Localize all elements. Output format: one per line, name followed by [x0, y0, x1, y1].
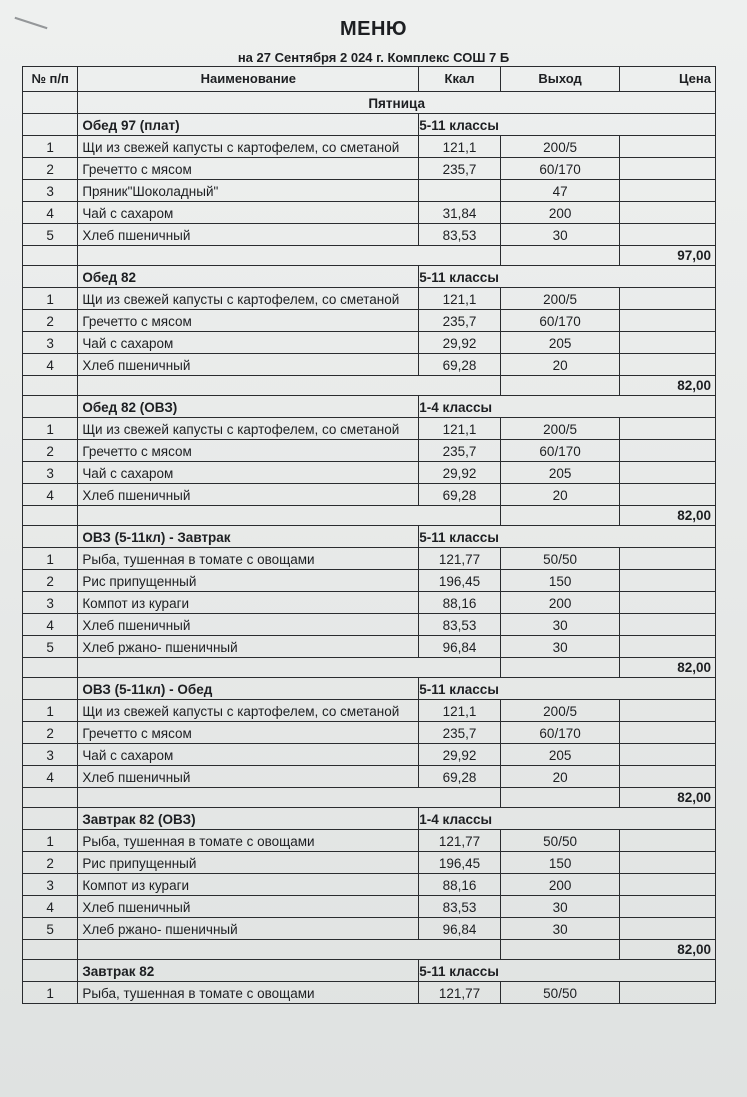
item-name: Компот из кураги	[78, 592, 419, 614]
item-output: 30	[500, 636, 620, 658]
group-classes: 1-4 классы	[419, 396, 716, 418]
item-name: Хлеб ржано- пшеничный	[78, 918, 419, 940]
item-name: Хлеб пшеничный	[78, 896, 419, 918]
item-price	[620, 982, 716, 1004]
item-kcal: 83,53	[419, 614, 500, 636]
table-row	[23, 418, 716, 440]
item-output: 60/170	[500, 722, 620, 744]
col-header-kcal: Ккал	[419, 67, 500, 92]
item-number: 4	[23, 614, 78, 636]
item-price	[620, 440, 716, 462]
table-row	[23, 766, 716, 788]
group-header-row	[23, 526, 716, 548]
table-header-row	[23, 67, 716, 92]
group-title: Завтрак 82 (ОВЗ)	[78, 808, 419, 830]
group-title: Обед 97 (плат)	[78, 114, 419, 136]
table-row	[23, 592, 716, 614]
day-row	[23, 92, 716, 114]
page-subtitle: на 27 Сентября 2 024 г. Комплекс СОШ 7 Б	[237, 50, 510, 65]
item-output: 205	[500, 462, 620, 484]
item-kcal: 69,28	[419, 354, 500, 376]
group-classes: 5-11 классы	[419, 266, 716, 288]
item-number: 1	[23, 418, 78, 440]
item-name: Гречетто с мясом	[78, 310, 419, 332]
item-number: 3	[23, 592, 78, 614]
group-title: ОВЗ (5-11кл) - Завтрак	[78, 526, 419, 548]
item-name: Чай с сахаром	[78, 332, 419, 354]
item-name: Компот из кураги	[78, 874, 419, 896]
item-kcal: 29,92	[419, 462, 500, 484]
group-title: Обед 82	[78, 266, 419, 288]
table-row	[23, 440, 716, 462]
group-header-row	[23, 266, 716, 288]
group-total-row	[23, 940, 716, 960]
item-kcal: 83,53	[419, 896, 500, 918]
item-number: 2	[23, 570, 78, 592]
item-price	[620, 852, 716, 874]
item-number: 1	[23, 982, 78, 1004]
item-name: Рыба, тушенная в томате с овощами	[78, 982, 419, 1004]
item-number: 2	[23, 310, 78, 332]
item-name: Рыба, тушенная в томате с овощами	[78, 830, 419, 852]
table-row	[23, 874, 716, 896]
group-header-row	[23, 808, 716, 830]
item-number: 3	[23, 874, 78, 896]
item-name: Хлеб пшеничный	[78, 224, 419, 246]
item-output: 60/170	[500, 440, 620, 462]
item-name: Рис припущенный	[78, 852, 419, 874]
item-kcal: 235,7	[419, 158, 500, 180]
item-price	[620, 830, 716, 852]
item-output: 47	[500, 180, 620, 202]
col-header-name: Наименование	[78, 67, 419, 92]
col-header-output: Выход	[500, 67, 620, 92]
item-number: 5	[23, 224, 78, 246]
table-row	[23, 288, 716, 310]
item-kcal: 88,16	[419, 874, 500, 896]
item-name: Чай с сахаром	[78, 202, 419, 224]
item-output: 20	[500, 484, 620, 506]
page-title: МЕНЮ	[339, 18, 408, 40]
item-name: Гречетто с мясом	[78, 440, 419, 462]
group-total-row	[23, 376, 716, 396]
item-name: Хлеб пшеничный	[78, 614, 419, 636]
col-header-price: Цена	[620, 67, 716, 92]
item-kcal: 196,45	[419, 570, 500, 592]
item-output: 200	[500, 592, 620, 614]
item-name: Гречетто с мясом	[78, 722, 419, 744]
item-price	[620, 874, 716, 896]
item-number: 2	[23, 852, 78, 874]
group-total-row	[23, 788, 716, 808]
item-kcal: 235,7	[419, 440, 500, 462]
item-kcal: 31,84	[419, 202, 500, 224]
table-row	[23, 982, 716, 1004]
group-classes: 5-11 классы	[419, 526, 716, 548]
item-number: 1	[23, 548, 78, 570]
group-title: Завтрак 82	[78, 960, 419, 982]
group-total-price: 82,00	[620, 788, 716, 808]
item-number: 4	[23, 202, 78, 224]
item-price	[620, 224, 716, 246]
group-total-price: 82,00	[620, 506, 716, 526]
group-total-row	[23, 246, 716, 266]
item-output: 200	[500, 874, 620, 896]
item-kcal: 69,28	[419, 484, 500, 506]
item-price	[620, 136, 716, 158]
item-number: 2	[23, 722, 78, 744]
item-number: 3	[23, 462, 78, 484]
item-number: 2	[23, 158, 78, 180]
item-price	[620, 700, 716, 722]
item-name: Чай с сахаром	[78, 744, 419, 766]
table-row	[23, 744, 716, 766]
table-row	[23, 722, 716, 744]
item-kcal: 96,84	[419, 636, 500, 658]
item-kcal: 121,77	[419, 830, 500, 852]
table-row	[23, 332, 716, 354]
item-output: 150	[500, 570, 620, 592]
item-number: 1	[23, 700, 78, 722]
item-kcal: 235,7	[419, 310, 500, 332]
col-header-num: № п/п	[23, 67, 78, 92]
item-price	[620, 722, 716, 744]
item-price	[620, 180, 716, 202]
table-row	[23, 202, 716, 224]
item-output: 60/170	[500, 158, 620, 180]
table-row	[23, 636, 716, 658]
item-name: Рыба, тушенная в томате с овощами	[78, 548, 419, 570]
item-kcal: 69,28	[419, 766, 500, 788]
item-kcal: 121,1	[419, 700, 500, 722]
table-row	[23, 484, 716, 506]
item-price	[620, 484, 716, 506]
group-total-row	[23, 658, 716, 678]
group-header-row	[23, 396, 716, 418]
item-output: 200/5	[500, 700, 620, 722]
menu-table	[22, 66, 716, 1004]
table-row	[23, 136, 716, 158]
item-name: Хлеб ржано- пшеничный	[78, 636, 419, 658]
item-output: 200/5	[500, 288, 620, 310]
item-kcal: 121,1	[419, 418, 500, 440]
group-classes: 1-4 классы	[419, 808, 716, 830]
table-row	[23, 852, 716, 874]
item-number: 4	[23, 354, 78, 376]
item-kcal: 121,1	[419, 136, 500, 158]
table-row	[23, 180, 716, 202]
item-number: 2	[23, 440, 78, 462]
item-output: 60/170	[500, 310, 620, 332]
item-output: 200/5	[500, 418, 620, 440]
item-kcal: 121,77	[419, 982, 500, 1004]
item-number: 4	[23, 484, 78, 506]
table-row	[23, 224, 716, 246]
item-price	[620, 354, 716, 376]
item-number: 4	[23, 896, 78, 918]
item-price	[620, 548, 716, 570]
group-total-price: 97,00	[620, 246, 716, 266]
item-number: 3	[23, 744, 78, 766]
item-name: Чай с сахаром	[78, 462, 419, 484]
item-output: 30	[500, 614, 620, 636]
item-output: 200/5	[500, 136, 620, 158]
item-price	[620, 636, 716, 658]
group-total-price: 82,00	[620, 376, 716, 396]
item-output: 205	[500, 744, 620, 766]
item-name: Щи из свежей капусты с картофелем, со сметаной	[78, 288, 419, 310]
table-row	[23, 354, 716, 376]
item-name: Рис припущенный	[78, 570, 419, 592]
item-price	[620, 202, 716, 224]
table-row	[23, 700, 716, 722]
item-output: 150	[500, 852, 620, 874]
item-name: Щи из свежей капусты с картофелем, со сметаной	[78, 136, 419, 158]
item-price	[620, 570, 716, 592]
item-output: 20	[500, 354, 620, 376]
day-label: Пятница	[78, 92, 716, 114]
item-output: 20	[500, 766, 620, 788]
group-title: ОВЗ (5-11кл) - Обед	[78, 678, 419, 700]
item-price	[620, 288, 716, 310]
item-name: Хлеб пшеничный	[78, 766, 419, 788]
item-number: 3	[23, 332, 78, 354]
item-kcal: 121,77	[419, 548, 500, 570]
table-row	[23, 918, 716, 940]
menu-body	[23, 92, 716, 1004]
item-kcal: 29,92	[419, 332, 500, 354]
group-classes: 5-11 классы	[419, 678, 716, 700]
item-price	[620, 744, 716, 766]
item-price	[620, 896, 716, 918]
table-row	[23, 158, 716, 180]
item-kcal: 96,84	[419, 918, 500, 940]
item-output: 30	[500, 918, 620, 940]
table-row	[23, 548, 716, 570]
item-name: Пряник"Шоколадный"	[78, 180, 419, 202]
group-total-price: 82,00	[620, 658, 716, 678]
item-name: Хлеб пшеничный	[78, 484, 419, 506]
item-number: 4	[23, 766, 78, 788]
item-price	[620, 332, 716, 354]
item-output: 50/50	[500, 830, 620, 852]
item-name: Гречетто с мясом	[78, 158, 419, 180]
group-total-price: 82,00	[620, 940, 716, 960]
item-number: 1	[23, 830, 78, 852]
group-header-row	[23, 114, 716, 136]
item-output: 50/50	[500, 548, 620, 570]
item-price	[620, 592, 716, 614]
item-number: 1	[23, 288, 78, 310]
item-kcal: 235,7	[419, 722, 500, 744]
group-header-row	[23, 678, 716, 700]
item-name: Щи из свежей капусты с картофелем, со сметаной	[78, 700, 419, 722]
item-output: 30	[500, 896, 620, 918]
item-kcal: 121,1	[419, 288, 500, 310]
item-price	[620, 310, 716, 332]
group-total-row	[23, 506, 716, 526]
item-kcal	[419, 180, 500, 202]
item-name: Щи из свежей капусты с картофелем, со сметаной	[78, 418, 419, 440]
item-kcal: 88,16	[419, 592, 500, 614]
item-price	[620, 918, 716, 940]
item-price	[620, 614, 716, 636]
item-output: 200	[500, 202, 620, 224]
item-name: Хлеб пшеничный	[78, 354, 419, 376]
item-number: 5	[23, 636, 78, 658]
table-row	[23, 310, 716, 332]
item-kcal: 196,45	[419, 852, 500, 874]
item-number: 1	[23, 136, 78, 158]
item-kcal: 83,53	[419, 224, 500, 246]
table-row	[23, 614, 716, 636]
item-kcal: 29,92	[419, 744, 500, 766]
item-price	[620, 766, 716, 788]
item-price	[620, 418, 716, 440]
item-number: 5	[23, 918, 78, 940]
item-price	[620, 158, 716, 180]
table-row	[23, 462, 716, 484]
group-header-row	[23, 960, 716, 982]
group-classes: 5-11 классы	[419, 114, 716, 136]
group-classes: 5-11 классы	[419, 960, 716, 982]
table-row	[23, 570, 716, 592]
item-number: 3	[23, 180, 78, 202]
table-row	[23, 830, 716, 852]
item-output: 30	[500, 224, 620, 246]
item-output: 50/50	[500, 982, 620, 1004]
table-row	[23, 896, 716, 918]
item-output: 205	[500, 332, 620, 354]
item-price	[620, 462, 716, 484]
group-title: Обед 82 (ОВЗ)	[78, 396, 419, 418]
